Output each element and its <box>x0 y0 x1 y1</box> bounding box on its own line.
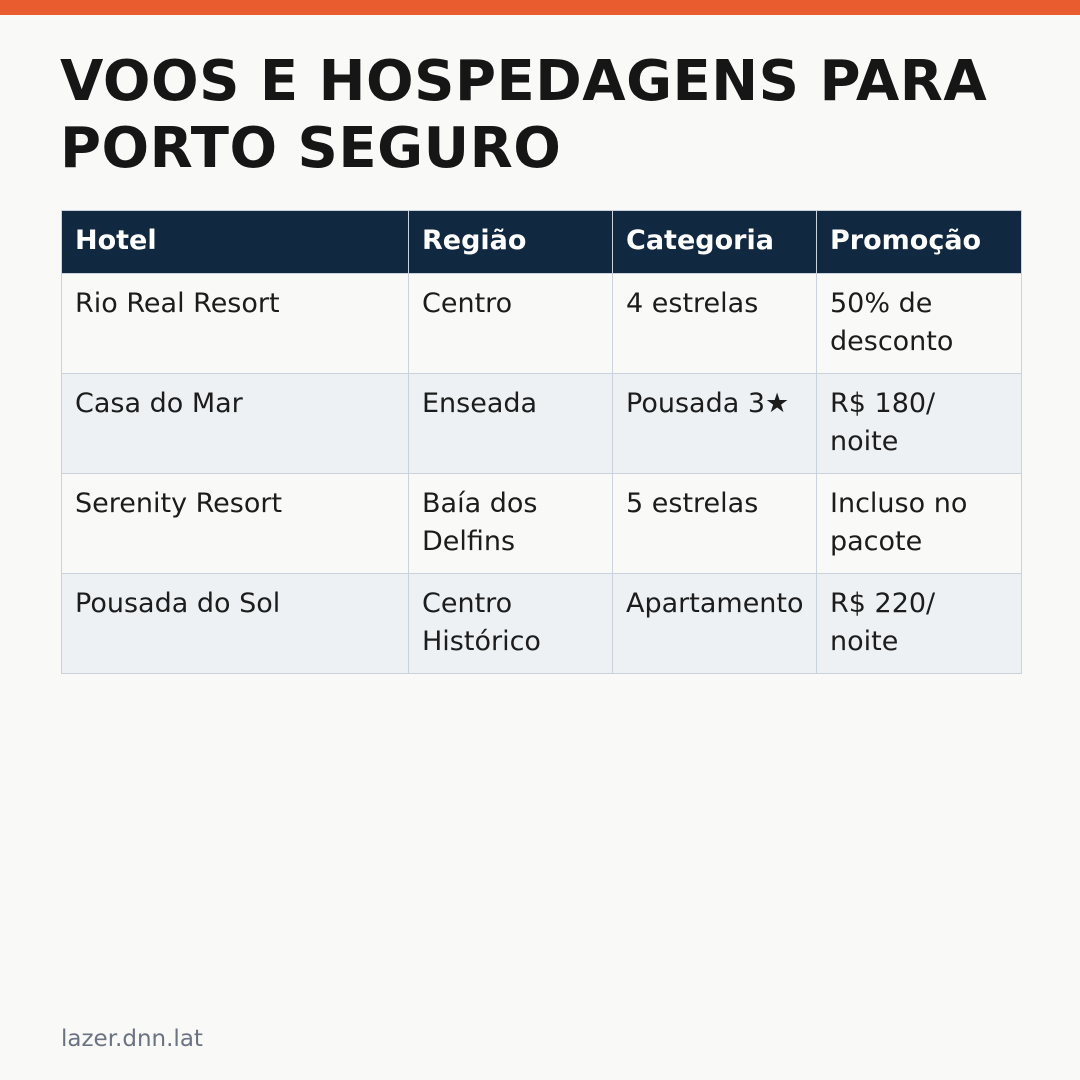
cell-hotel: Rio Real Resort <box>62 274 409 374</box>
column-header-hotel: Hotel <box>62 211 409 274</box>
table-header-row <box>62 211 1022 274</box>
column-header-categoria: Categoria <box>613 211 817 274</box>
cell-promocao: R$ 180/ noite <box>817 374 1022 474</box>
table-row <box>62 574 1022 674</box>
accent-bar <box>0 0 1080 15</box>
page-title: VOOS E HOSPEDAGENS PARA PORTO SEGURO <box>60 49 988 181</box>
cell-promocao: Incluso no pacote <box>817 474 1022 574</box>
cell-categoria: 5 estrelas <box>613 474 817 574</box>
cell-hotel: Serenity Resort <box>62 474 409 574</box>
cell-hotel: Casa do Mar <box>62 374 409 474</box>
cell-categoria: 4 estrelas <box>613 274 817 374</box>
cell-regiao: Baía dos Delfins <box>409 474 613 574</box>
column-header-promocao: Promoção <box>817 211 1022 274</box>
cell-hotel: Pousada do Sol <box>62 574 409 674</box>
table-row <box>62 374 1022 474</box>
cell-regiao: Enseada <box>409 374 613 474</box>
table-row <box>62 474 1022 574</box>
cell-regiao: Centro <box>409 274 613 374</box>
cell-categoria: Apartamento <box>613 574 817 674</box>
hotel-table <box>61 210 1022 674</box>
cell-regiao: Centro Histórico <box>409 574 613 674</box>
table-row <box>62 274 1022 374</box>
footer-site-link[interactable]: lazer.dnn.lat <box>61 1026 203 1052</box>
cell-categoria: Pousada 3★ <box>613 374 817 474</box>
cell-promocao: R$ 220/ noite <box>817 574 1022 674</box>
cell-promocao: 50% de desconto <box>817 274 1022 374</box>
column-header-regiao: Região <box>409 211 613 274</box>
